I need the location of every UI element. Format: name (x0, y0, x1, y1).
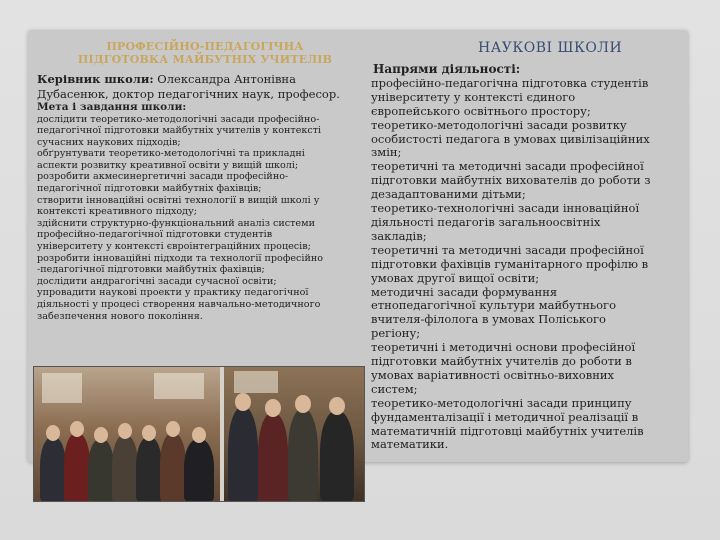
directions-heading: Напрями діяльності: (373, 62, 521, 76)
school-title-line: ПІДГОТОВКА МАЙБУТНІХ УЧИТЕЛІВ (77, 53, 333, 66)
goals-heading: Мета і завдання школи: (37, 101, 187, 113)
window-shape (154, 373, 204, 399)
direction-line: закладів; (371, 228, 427, 243)
direction-line: регіону; (371, 326, 421, 341)
goal-line: аспекти розвитку креативної освіти у вищій школі; (37, 159, 299, 171)
person-shape (160, 433, 186, 501)
direction-line: математичній підготовці майбутніх учителів (371, 423, 644, 438)
goal-line: здійснити структурно-функціональний аналіз системи (37, 217, 315, 229)
direction-line: теоретико-методологічні засади розвитку (371, 117, 627, 132)
direction-line: систем; (371, 381, 418, 396)
direction-line: теоретичні та методичні засади професійної (371, 159, 644, 174)
window-shape (42, 373, 82, 403)
head-shape (295, 395, 311, 413)
person-shape (184, 439, 214, 501)
person-shape (64, 433, 90, 501)
goal-line: дослідити теоретико-методологічні засади професійно- (37, 113, 320, 125)
goal-line: контексті креативного підходу; (37, 206, 197, 218)
direction-line: теоретичні і методичні основи професійної (371, 340, 636, 355)
direction-line: теоретичні та методичні засади професійної (371, 242, 644, 257)
goal-line: педагогічної підготовки майбутніх фахівців; (37, 183, 262, 195)
direction-line: європейського освітнього простору; (371, 103, 591, 118)
goal-line: діяльності у процесі створення навчально-методичного (37, 299, 321, 310)
head-shape (70, 421, 84, 437)
head-shape (166, 421, 180, 437)
goal-line: дослідити андрагогічні засади сучасної освіти; (37, 275, 277, 287)
head-shape (94, 427, 108, 443)
goal-line: сучасних наукових підходів; (37, 136, 181, 148)
school-title-line: ПРОФЕСІЙНО-ПЕДАГОГІЧНА (106, 40, 304, 53)
leader-label: Керівник школи: (37, 72, 154, 86)
direction-line: підготовки майбутніх вихователів до роботи з (371, 173, 651, 188)
direction-line: математики. (371, 437, 449, 452)
goal-line: забезпечення нового покоління. (37, 310, 203, 322)
goals-block (37, 101, 367, 322)
person-shape (112, 435, 138, 501)
person-shape (40, 437, 66, 501)
head-shape (142, 425, 156, 441)
group-photo-right (224, 367, 364, 501)
person-shape (320, 411, 354, 501)
direction-line: вчителя-філолога в умовах Поліського (371, 312, 606, 327)
leader-line (37, 72, 367, 86)
goal-line: розробити інноваційні підходи та технології професійно (37, 252, 324, 264)
goal-line: розробити акмесинергетичні засади професійно- (37, 171, 289, 183)
direction-line: змін; (371, 145, 402, 160)
direction-line: умовах другої вищої освіти; (371, 270, 540, 285)
goal-line: професійно-педагогічної підготовки студентів (37, 229, 273, 241)
group-photo-left (34, 367, 220, 501)
leader-credentials: Дубасенюк, доктор педагогічних наук, професор. (37, 87, 340, 101)
goal-line: університету у контексті євроінтеграційних процесів; (37, 241, 311, 253)
direction-line: університету у контексті єдиного (371, 89, 576, 104)
head-shape (235, 393, 251, 411)
direction-line: підготовки майбутніх учителів до роботи в (371, 354, 632, 369)
leader-name: Олександра Антонівна (153, 72, 296, 86)
head-shape (265, 399, 281, 417)
direction-line: підготовки фахівців гуманітарного профілю в (371, 256, 649, 271)
goal-line: створити інноваційні освітні технології в вищій школі у (37, 194, 320, 206)
section-title: НАУКОВІ ШКОЛИ (478, 40, 623, 56)
direction-line: професійно-педагогічна підготовка студентів (371, 75, 649, 90)
direction-line: дезадаптованими дітьми; (371, 187, 526, 202)
directions-block (371, 63, 691, 452)
head-shape (46, 425, 60, 441)
direction-line: теоретико-методологічні засади принципу (371, 395, 632, 410)
direction-line: фундаменталізації і методичної реалізації в (371, 409, 639, 424)
direction-line: теоретико-технологічні засади інноваційної (371, 201, 640, 216)
goal-line: обґрунтувати теоретико-методологічні та прикладні (37, 148, 305, 160)
goal-line: -педагогічної підготовки майбутніх фахівців; (37, 264, 265, 276)
direction-line: етнопедагогічної культури майбутнього (371, 298, 616, 313)
head-shape (192, 427, 206, 443)
goal-line: упровадити наукові проекти у практику педагогічної (37, 287, 309, 299)
direction-line: умовах варіативності освітньо-виховних (371, 367, 615, 382)
person-shape (228, 407, 258, 501)
person-shape (288, 409, 318, 501)
goal-line: педагогічної підготовки майбутніх учителів у контексті (37, 125, 322, 137)
direction-line: особистості педагога в умовах цивілізаційних (371, 131, 650, 146)
person-shape (136, 437, 162, 501)
direction-line: діяльності педагогів загальноосвітніх (371, 214, 601, 229)
group-photo (33, 366, 365, 502)
person-shape (258, 413, 288, 501)
person-shape (88, 439, 114, 501)
school-title (40, 40, 370, 66)
head-shape (118, 423, 132, 439)
head-shape (329, 397, 345, 415)
window-shape (234, 371, 278, 393)
direction-line: методичні засади формування (371, 284, 558, 299)
